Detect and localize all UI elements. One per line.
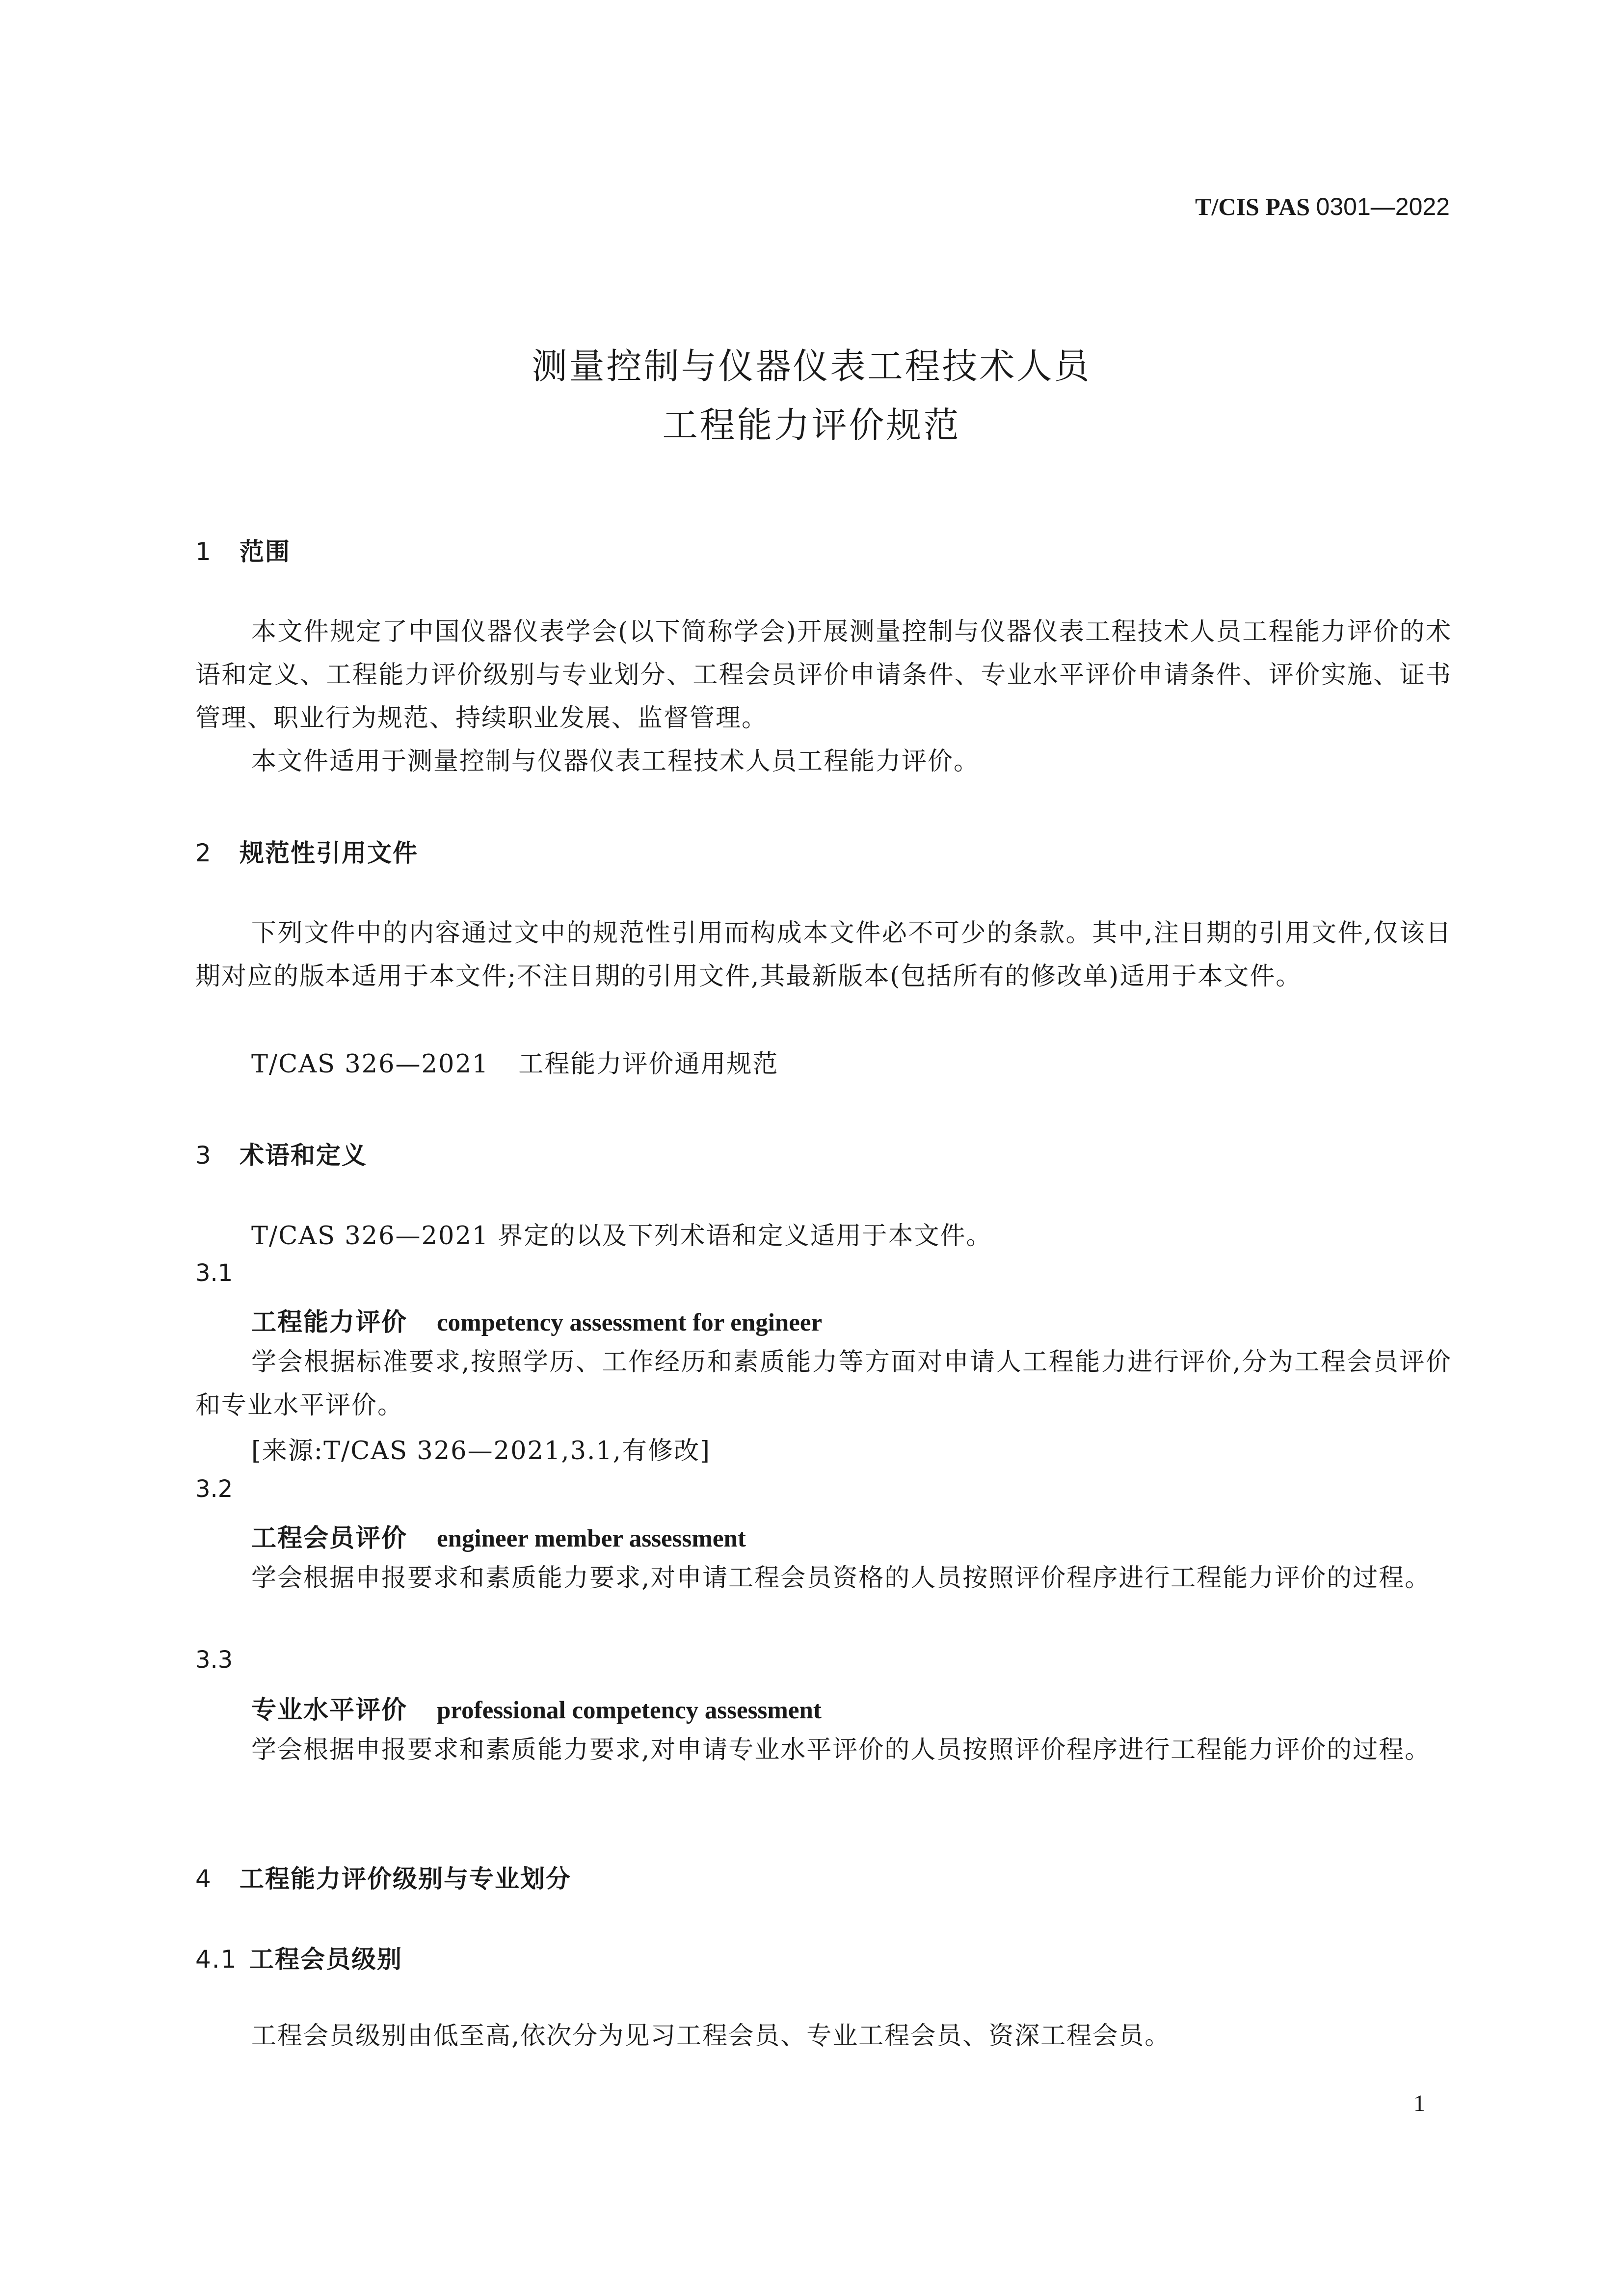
term-heading bbox=[251, 1689, 822, 1726]
normative-reference bbox=[251, 1043, 778, 1080]
section-heading-4 bbox=[195, 1859, 571, 1895]
term-en: professional competency assessment bbox=[437, 1697, 822, 1724]
section-title: 工程能力评价级别与专业划分 bbox=[239, 1865, 571, 1893]
section-heading-2 bbox=[195, 833, 418, 869]
term-zh: 工程能力评价 bbox=[251, 1308, 408, 1337]
section-title: 范围 bbox=[239, 537, 291, 566]
term-heading bbox=[251, 1518, 746, 1554]
section-title: 规范性引用文件 bbox=[239, 839, 418, 867]
section4-1-paragraph: 工程会员级别由低至高,依次分为见习工程会员、专业工程会员、资深工程会员。 bbox=[251, 2022, 1171, 2051]
section2-paragraph-1: 下列文件中的内容通过文中的规范性引用而构成本文件必不可少的条款。其中,注日期的引用文件,仅该日期对应的版本适用于本文件;不注日期的引用文件,其最新版本(包括所有的修改单)适用于本文件。 bbox=[195, 919, 1452, 991]
term-heading bbox=[251, 1302, 822, 1338]
document-code-number: 0301—2022 bbox=[1316, 193, 1450, 220]
subsection-title: 工程会员级别 bbox=[249, 1945, 402, 1974]
term-en: engineer member assessment bbox=[437, 1525, 746, 1552]
section-number: 4 bbox=[195, 1865, 212, 1893]
term-zh: 工程会员评价 bbox=[251, 1524, 408, 1553]
section-number: 3 bbox=[195, 1141, 212, 1170]
document-code bbox=[1195, 192, 1450, 221]
term-en: competency assessment for engineer bbox=[437, 1309, 823, 1336]
term-number: 3.1 bbox=[195, 1259, 233, 1287]
term-number: 3.2 bbox=[195, 1475, 233, 1503]
document-title-line2: 工程能力评价规范 bbox=[662, 404, 961, 446]
subsection-heading-4-1 bbox=[195, 1940, 402, 1975]
reference-code: T/CAS 326—2021 bbox=[251, 1050, 489, 1079]
reference-title: 工程能力评价通用规范 bbox=[518, 1050, 779, 1079]
term-source: [来源:T/CAS 326—2021,3.1,有修改] bbox=[251, 1437, 711, 1466]
section1-paragraph-1: 本文件规定了中国仪器仪表学会(以下简称学会)开展测量控制与仪器仪表工程技术人员工程能力评价的术语和定义、工程能力评价级别与专业划分、工程会员评价申请条件、专业水平评价申请条件、评价实施、证书管理、职业行为规范、持续职业发展、监督管理。 bbox=[195, 617, 1452, 733]
section-title: 术语和定义 bbox=[239, 1141, 367, 1170]
section3-intro: T/CAS 326—2021 界定的以及下列术语和定义适用于本文件。 bbox=[251, 1222, 992, 1251]
document-code-prefix: T/CIS PAS bbox=[1195, 193, 1310, 220]
section-heading-3 bbox=[195, 1136, 367, 1171]
term-definition: 学会根据标准要求,按照学历、工作经历和素质能力等方面对申请人工程能力进行评价,分为工程会员评价和专业水平评价。 bbox=[195, 1348, 1452, 1420]
document-title-line1: 测量控制与仪器仪表工程技术人员 bbox=[532, 346, 1091, 387]
section-number: 2 bbox=[195, 839, 212, 867]
section-number: 1 bbox=[195, 537, 212, 566]
term-zh: 专业水平评价 bbox=[251, 1696, 408, 1725]
subsection-number: 4.1 bbox=[195, 1945, 238, 1974]
term-definition: 学会根据申报要求和素质能力要求,对申请专业水平评价的人员按照评价程序进行工程能力评价的过程。 bbox=[251, 1735, 1431, 1764]
page-number: 1 bbox=[1413, 2090, 1425, 2116]
term-number: 3.3 bbox=[195, 1646, 233, 1674]
term-definition: 学会根据申报要求和素质能力要求,对申请工程会员资格的人员按照评价程序进行工程能力评价的过程。 bbox=[251, 1564, 1431, 1593]
section1-paragraph-2: 本文件适用于测量控制与仪器仪表工程技术人员工程能力评价。 bbox=[251, 747, 980, 776]
section-heading-1 bbox=[195, 532, 291, 567]
